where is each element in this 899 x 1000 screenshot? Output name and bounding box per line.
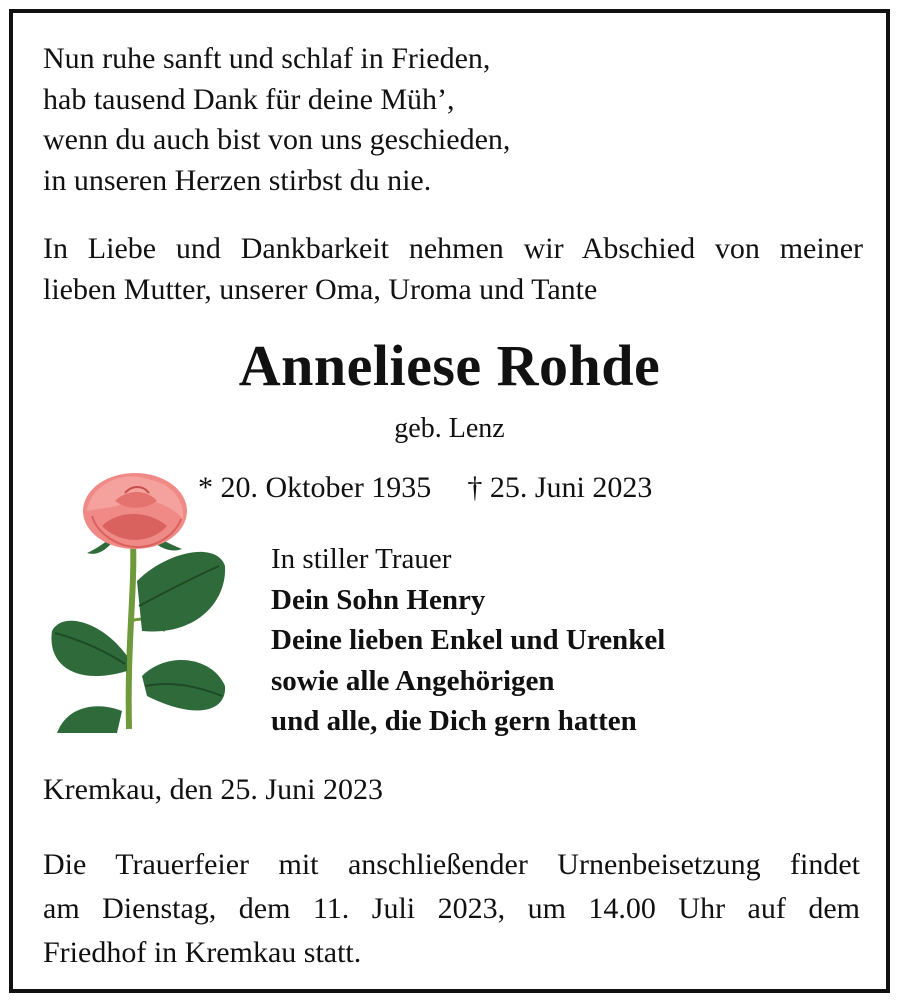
service-line: Friedhof in Kremkau statt.	[43, 936, 362, 969]
poem	[43, 39, 510, 201]
death-date: † 25. Juni 2023	[467, 471, 653, 504]
mourners-list	[271, 539, 665, 742]
mourner-entry: sowie alle Angehörigen	[271, 664, 555, 697]
obituary-frame	[9, 9, 890, 993]
poem-line: hab tausend Dank für deine Müh’,	[43, 82, 455, 116]
birth-date: * 20. Oktober 1935	[198, 471, 432, 504]
intro-line: lieben Mutter, unserer Oma, Uroma und Tante	[43, 272, 598, 306]
deceased-name: Anneliese Rohde	[238, 333, 661, 398]
mourner-entry: und alle, die Dich gern hatten	[271, 705, 637, 737]
poem-line: wenn du auch bist von uns geschieden,	[43, 123, 511, 156]
life-dates	[198, 468, 652, 508]
mourner-entry: Deine lieben Enkel und Urenkel	[271, 624, 666, 656]
mourner-entry: Dein Sohn Henry	[271, 583, 486, 616]
intro-line: In Liebe und Dankbarkeit nehmen wir Abschied von meiner	[43, 232, 863, 265]
service-line: Die Trauerfeier mit anschließender Urnenbeisetzung findet	[43, 848, 860, 881]
service-notice	[43, 843, 860, 975]
intro-text	[43, 229, 863, 310]
poem-line: in unseren Herzen stirbst du nie.	[43, 163, 432, 197]
poem-line: Nun ruhe sanft und schlaf in Frieden,	[43, 42, 491, 75]
maiden-name: geb. Lenz	[394, 413, 505, 444]
mourning-phrase: In stiller Trauer	[271, 543, 452, 575]
place-date: Kremkau, den 25. Juni 2023	[43, 773, 383, 806]
rose-icon	[47, 471, 229, 733]
service-line: am Dienstag, dem 11. Juli 2023, um 14.00 Uhr auf dem	[43, 892, 860, 925]
